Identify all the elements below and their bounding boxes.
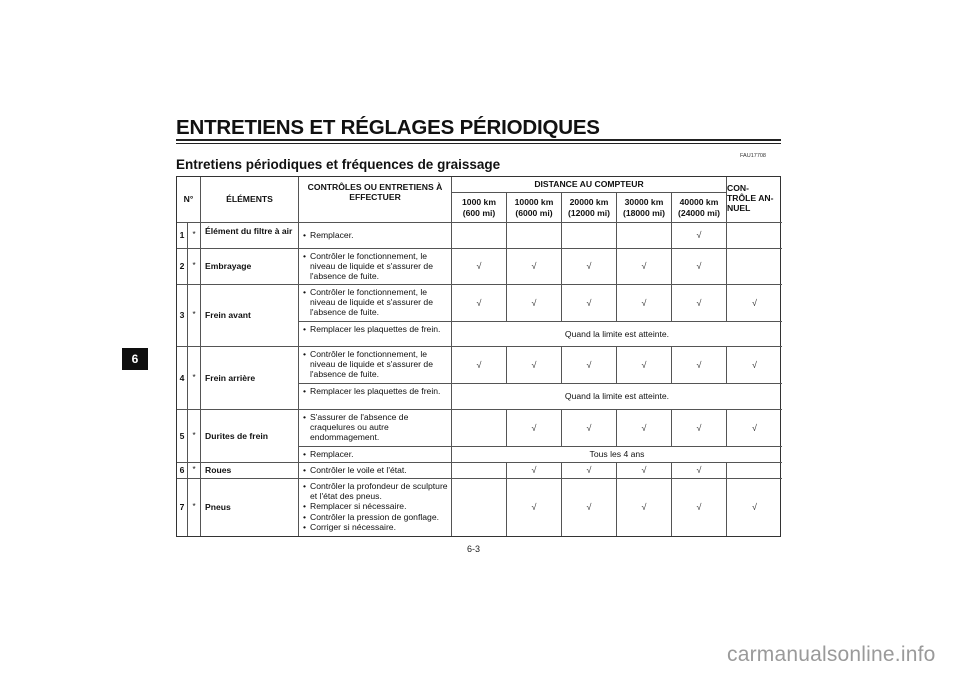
empty-cell — [507, 223, 562, 249]
header-annual-line: TRÔLE AN- — [727, 193, 774, 204]
header-interval-1 — [452, 193, 507, 223]
control-item: • Contrôler le fonctionnement, le niveau de liquide et s'assurer de l'absence de fuite. — [303, 251, 448, 282]
header-interval-km: 40000 km — [679, 197, 719, 208]
row-number — [177, 223, 188, 249]
check-mark-icon: √ — [672, 347, 727, 384]
check-mark-icon: √ — [562, 479, 617, 536]
star-marker: * — [192, 430, 196, 440]
check-mark-icon: √ — [617, 410, 672, 447]
interval-note — [452, 322, 782, 347]
header-interval-km: 10000 km — [514, 197, 554, 208]
row-number — [177, 463, 188, 479]
element-label: Élément du filtre à air — [205, 226, 293, 236]
row-element — [201, 463, 299, 479]
maintenance-table — [176, 176, 781, 537]
check-mark-icon: √ — [672, 249, 727, 285]
title-rule-thick — [176, 139, 781, 141]
row-element — [201, 410, 299, 463]
header-interval-4 — [617, 193, 672, 223]
element-label: Embrayage — [205, 261, 252, 272]
row-element — [201, 285, 299, 347]
row-element — [201, 223, 299, 249]
header-distance — [452, 177, 727, 193]
check-mark-icon: √ — [617, 347, 672, 384]
check-mark-icon: √ — [562, 463, 617, 479]
header-annual-line: CON- — [727, 183, 749, 193]
row-star — [188, 463, 201, 479]
check-mark-icon: √ — [727, 410, 782, 447]
check-mark-icon: √ — [507, 479, 562, 536]
header-interval-km: 1000 km — [462, 197, 496, 208]
star-marker: * — [192, 310, 196, 320]
doc-code: FAU17708 — [740, 153, 766, 159]
empty-cell — [452, 223, 507, 249]
star-marker: * — [192, 230, 196, 240]
check-mark-icon: √ — [672, 223, 727, 249]
header-controls-label: CONTRÔLES OU ENTRETIENS À EFFECTUER — [307, 182, 443, 203]
header-interval-km: 30000 km — [624, 197, 664, 208]
check-mark-icon: √ — [452, 249, 507, 285]
row-number — [177, 347, 188, 410]
row-star — [188, 249, 201, 285]
row-star — [188, 347, 201, 410]
check-mark-icon: √ — [672, 410, 727, 447]
element-label: Frein avant — [205, 310, 251, 321]
check-mark-icon: √ — [507, 249, 562, 285]
check-mark-icon: √ — [452, 285, 507, 322]
check-mark-icon: √ — [727, 347, 782, 384]
row-controls — [299, 322, 452, 347]
header-annual — [727, 177, 782, 223]
star-marker: * — [192, 372, 196, 382]
row-controls — [299, 384, 452, 410]
check-mark-icon: √ — [672, 479, 727, 536]
empty-cell — [617, 223, 672, 249]
empty-cell — [727, 223, 782, 249]
control-item: • Remplacer si nécessaire. — [303, 501, 448, 511]
section-title: Entretiens périodiques et fréquences de graissage — [176, 157, 501, 172]
control-item: • Contrôler la pression de gonflage. — [303, 512, 448, 522]
element-label: Frein arrière — [205, 372, 256, 383]
star-marker: * — [192, 261, 196, 271]
check-mark-icon: √ — [562, 285, 617, 322]
element-label: Pneus — [205, 502, 231, 513]
control-item: • Remplacer. — [303, 449, 448, 459]
star-marker: * — [192, 502, 196, 512]
row-number-label: 2 — [179, 261, 185, 272]
check-mark-icon: √ — [672, 285, 727, 322]
row-number-label: 1 — [179, 230, 185, 241]
star-marker: * — [192, 465, 196, 475]
header-number-label: N° — [183, 194, 194, 205]
header-elements — [201, 177, 299, 223]
check-mark-icon: √ — [617, 249, 672, 285]
header-elements-label: ÉLÉMENTS — [226, 194, 273, 205]
row-star — [188, 479, 201, 536]
row-controls — [299, 285, 452, 322]
check-mark-icon: √ — [672, 463, 727, 479]
row-controls — [299, 410, 452, 447]
row-element — [201, 479, 299, 536]
check-mark-icon: √ — [727, 285, 782, 322]
interval-note — [452, 384, 782, 410]
header-interval-mi: (600 mi) — [462, 207, 496, 218]
control-item: • Contrôler le fonctionnement, le niveau de liquide et s'assurer de l'absence de fuite. — [303, 349, 448, 380]
header-controls — [299, 177, 452, 223]
empty-cell — [452, 410, 507, 447]
header-interval-mi: (12000 mi) — [567, 207, 611, 218]
header-interval-2 — [507, 193, 562, 223]
control-item: • Remplacer. — [303, 230, 448, 240]
check-mark-icon: √ — [617, 463, 672, 479]
page-number: 6-3 — [467, 544, 481, 554]
check-mark-icon: √ — [562, 249, 617, 285]
control-item: • Contrôler la profondeur de sculpture et l'état des pneus. — [303, 481, 448, 501]
row-controls — [299, 447, 452, 463]
header-interval-mi: (6000 mi) — [515, 207, 553, 218]
row-number-label: 4 — [179, 372, 185, 383]
control-item: • Remplacer les plaquettes de frein. — [303, 324, 448, 334]
check-mark-icon: √ — [752, 502, 757, 513]
row-number-label: 6 — [179, 465, 185, 476]
watermark: carmanualsonline.info — [727, 643, 936, 666]
row-number-label: 5 — [179, 430, 185, 441]
row-number-label: 3 — [179, 310, 185, 321]
empty-cell — [562, 223, 617, 249]
control-item: • Contrôler le voile et l'état. — [303, 465, 448, 475]
control-item: • Contrôler le fonctionnement, le niveau de liquide et s'assurer de l'absence de fuite. — [303, 287, 448, 318]
row-number — [177, 410, 188, 463]
header-interval-mi: (24000 mi) — [677, 207, 721, 218]
header-interval-3 — [562, 193, 617, 223]
interval-note-text: Quand la limite est atteinte. — [564, 328, 670, 339]
check-mark-icon: √ — [507, 285, 562, 322]
control-item: • Corriger si nécessaire. — [303, 522, 448, 532]
row-element — [201, 347, 299, 410]
row-controls — [299, 463, 452, 479]
chapter-tab: 6 — [122, 348, 148, 370]
header-distance-label: DISTANCE AU COMPTEUR — [534, 179, 644, 190]
check-mark-icon: √ — [507, 410, 562, 447]
row-element — [201, 249, 299, 285]
row-controls — [299, 223, 452, 249]
interval-note — [452, 447, 782, 463]
interval-note-text: Tous les 4 ans — [589, 449, 645, 460]
row-controls — [299, 249, 452, 285]
row-controls — [299, 347, 452, 384]
row-controls — [299, 479, 452, 536]
title-rule-thin — [176, 143, 781, 144]
row-number — [177, 479, 188, 536]
check-mark-icon: √ — [562, 410, 617, 447]
check-mark-icon: √ — [507, 347, 562, 384]
row-star — [188, 223, 201, 249]
empty-cell — [452, 479, 507, 536]
check-mark-icon: √ — [562, 347, 617, 384]
element-label: Durites de frein — [205, 430, 269, 441]
check-mark-icon: √ — [507, 463, 562, 479]
interval-note-text: Quand la limite est atteinte. — [564, 391, 670, 402]
header-interval-km: 20000 km — [569, 197, 609, 208]
element-label: Roues — [205, 465, 232, 476]
header-annual-line: NUEL — [727, 203, 751, 214]
empty-cell — [452, 463, 507, 479]
empty-cell — [727, 249, 782, 285]
row-star — [188, 285, 201, 347]
row-number — [177, 285, 188, 347]
row-star — [188, 410, 201, 463]
page-title: ENTRETIENS ET RÉGLAGES PÉRIODIQUES — [176, 116, 600, 139]
control-item: • S'assurer de l'absence de craquelures ou autre endommagement. — [303, 412, 448, 443]
check-mark-icon: √ — [617, 285, 672, 322]
check-mark-icon: √ — [452, 347, 507, 384]
control-item: • Remplacer les plaquettes de frein. — [303, 386, 448, 396]
empty-cell — [727, 463, 782, 479]
header-number — [177, 177, 201, 223]
row-number — [177, 249, 188, 285]
check-mark-icon: √ — [617, 479, 672, 536]
header-interval-5 — [672, 193, 727, 223]
row-number-label: 7 — [179, 502, 185, 513]
header-interval-mi: (18000 mi) — [622, 207, 666, 218]
